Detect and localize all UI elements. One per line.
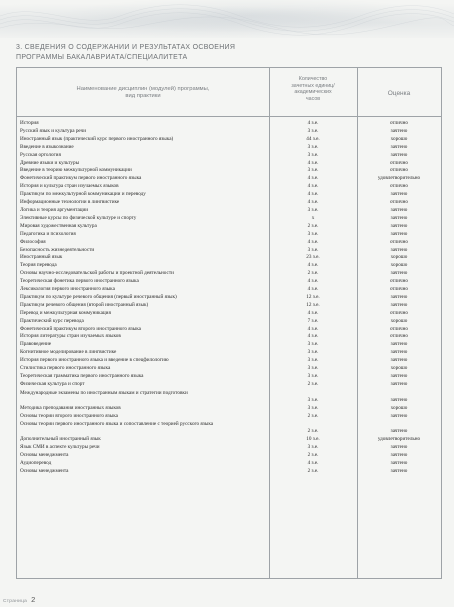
section-title — [16, 43, 436, 63]
discipline-name-cell: Методика преподавания иностранных языков — [20, 404, 121, 411]
table-row — [17, 152, 441, 160]
discipline-name-cell: Русская ортология — [20, 151, 61, 158]
credits-cell: 3 з.е. — [307, 167, 319, 174]
grade-cell: хорошо — [390, 135, 408, 142]
grade-cell: отлично — [389, 333, 408, 340]
grade-cell: зачтено — [390, 444, 408, 451]
discipline-name-cell: Стилистика первого иностранного языка — [20, 365, 111, 372]
grade-cell: зачтено — [390, 380, 408, 387]
discipline-name-cell: Практикум речевого общения (второй иностранный язык) — [20, 301, 149, 308]
grade-cell: удовлетворительно — [377, 436, 421, 443]
credits-cell: 2 з.е. — [307, 412, 319, 419]
grade-cell: отлично — [389, 120, 408, 126]
table-row — [17, 468, 441, 476]
table-row — [17, 239, 441, 247]
table-body — [17, 120, 441, 476]
table-row — [17, 310, 441, 318]
header-name-line1: Наименование дисциплин (модулей) программы, — [76, 86, 210, 92]
credits-cell: 4 з.е. — [307, 460, 319, 466]
guilloche-ornament — [0, 0, 454, 38]
discipline-name-cell: Фонетический практикум первого иностранного языка — [20, 175, 142, 182]
grade-cell: удовлетворительно — [377, 175, 421, 182]
discipline-name-cell: Язык СМИ в аспекте культуры речи — [20, 444, 100, 451]
discipline-name-cell: Иностранный язык (практический курс первого иностранного языка) — [20, 135, 174, 142]
grade-cell: отлично — [389, 199, 408, 206]
discipline-name-cell: Правоведение — [20, 341, 52, 348]
grade-cell: отлично — [389, 309, 408, 316]
credits-cell: 3 з.е. — [307, 349, 319, 356]
credits-cell: 3 з.е. — [307, 206, 319, 213]
grade-cell: зачтено — [390, 357, 408, 364]
credits-cell: 4 з.е. — [307, 120, 319, 126]
discipline-name-cell: Практикум по культуре речевого общения (первый иностранный язык) — [20, 293, 177, 300]
credits-cell: 3 з.е. — [307, 151, 319, 158]
grade-cell: зачтено — [390, 452, 408, 459]
table-header — [17, 68, 441, 117]
credits-cell: 4 з.е. — [307, 309, 319, 316]
grade-cell: зачтено — [390, 293, 408, 300]
grade-cell: хорошо — [390, 404, 408, 411]
table-row — [17, 420, 441, 436]
table-row — [17, 389, 441, 405]
credits-cell: 23 з.е. — [306, 254, 320, 261]
discipline-name-cell: Элективные курсы по физической культуре и спорту — [20, 214, 137, 221]
courses-table — [16, 67, 442, 579]
table-row — [17, 460, 441, 468]
header-discipline-name — [17, 86, 269, 100]
credits-cell: 4 з.е. — [307, 238, 319, 245]
grade-cell: зачтено — [390, 373, 408, 379]
table-row — [17, 262, 441, 270]
grade-cell: зачтено — [390, 151, 408, 158]
discipline-name-cell: Русский язык и культура речи — [20, 127, 86, 134]
credits-cell: 2 з.е. — [307, 270, 319, 277]
credits-cell: 10 з.е. — [306, 436, 320, 443]
discipline-name-cell: Основы теории второго иностранного языка — [20, 412, 118, 419]
grade-cell: отлично — [389, 167, 408, 174]
discipline-name-cell: Теоретическая фонетика первого иностранного языка — [20, 278, 139, 285]
page-label: Страница — [3, 599, 28, 604]
table-row — [17, 286, 441, 294]
grade-cell: отлично — [389, 238, 408, 245]
section-title-line1: 3. СВЕДЕНИЯ О СОДЕРЖАНИИ И РЕЗУЛЬТАТАХ ОСВОЕНИЯ — [16, 44, 236, 51]
discipline-name-cell: Педагогика и психология — [20, 230, 76, 237]
table-row — [17, 333, 441, 341]
table-row — [17, 160, 441, 168]
credits-cell: 3 з.е. — [307, 341, 319, 348]
credits-cell: 4 з.е. — [307, 262, 319, 269]
grade-cell: хорошо — [390, 365, 408, 372]
credits-cell: x — [311, 214, 315, 221]
table-row — [17, 183, 441, 191]
credits-cell: 2 з.е. — [307, 452, 319, 459]
credits-cell: 3 з.е. — [307, 127, 319, 134]
table-row — [17, 413, 441, 421]
grade-cell: зачтено — [390, 428, 408, 435]
grade-cell: хорошо — [390, 317, 408, 324]
table-row — [17, 326, 441, 334]
credits-cell: 3 з.е. — [307, 444, 319, 451]
header-credits-line4: часов — [305, 95, 321, 102]
credits-cell: 3 з.е. — [307, 357, 319, 364]
grade-cell: зачтено — [390, 396, 408, 403]
table-row — [17, 231, 441, 239]
table-row — [17, 318, 441, 326]
table-row — [17, 247, 441, 255]
credits-cell: 3 з.е. — [307, 404, 319, 411]
table-row — [17, 349, 441, 357]
table-row — [17, 365, 441, 373]
grade-cell: отлично — [389, 278, 408, 285]
credits-cell: 3 з.е. — [307, 365, 319, 372]
discipline-name-cell: Безопасность жизнедеятельности — [20, 246, 95, 253]
table-row — [17, 405, 441, 413]
credits-cell: 2 з.е. — [307, 467, 319, 474]
guilloche-header-pattern — [0, 0, 454, 38]
table-row — [17, 128, 441, 136]
page-number: 2 — [31, 595, 36, 604]
header-credits-line2: зачетных единиц/ — [291, 82, 335, 89]
discipline-name-cell: Лексикология первого иностранного языка — [20, 286, 115, 293]
table-row — [17, 191, 441, 199]
credits-cell: 4 з.е. — [307, 183, 319, 190]
discipline-name-cell: Перевод и межкультурная коммуникация — [20, 309, 111, 316]
discipline-name-cell: Практикум по межкультурной коммуникации и переводу — [20, 191, 146, 198]
table-row — [17, 270, 441, 278]
credits-cell: 4 з.е. — [307, 159, 319, 166]
credits-cell: 4 з.е. — [307, 325, 319, 332]
credits-cell: 3 з.е. — [307, 246, 319, 253]
credits-cell: 4 з.е. — [307, 175, 319, 182]
credits-cell: 2 з.е. — [307, 222, 319, 229]
discipline-name-cell: Информационные технологии в лингвистике — [20, 199, 120, 206]
table-row — [17, 302, 441, 310]
discipline-name-cell: История — [20, 120, 39, 126]
credits-cell: 4 з.е. — [307, 191, 319, 198]
credits-cell: 7 з.е. — [307, 317, 319, 324]
header-grade: Оценка — [387, 90, 411, 97]
discipline-name-cell: Когнитивное моделирование в лингвистике — [20, 349, 117, 356]
discipline-name-cell: Фонетический практикум второго иностранного языка — [20, 325, 141, 332]
table-row — [17, 357, 441, 365]
header-credits-line3: академических — [294, 89, 332, 95]
discipline-name-cell: История и культура стран изучаемых языков — [20, 183, 119, 190]
credits-cell: 2 з.е. — [307, 428, 319, 435]
table-row — [17, 373, 441, 381]
table-row — [17, 452, 441, 460]
discipline-name-cell: Физическая культура и спорт — [20, 380, 85, 387]
grade-cell: хорошо — [390, 254, 408, 261]
grade-cell: отлично — [389, 325, 408, 332]
table-row — [17, 215, 441, 223]
table-row — [17, 207, 441, 215]
discipline-name-cell: Основы научно-исследовательской работы и проектной деятельности — [20, 270, 174, 277]
discipline-name-cell: Теория перевода — [20, 262, 57, 269]
credits-cell: 12 з.е. — [306, 293, 320, 300]
discipline-name-cell: Мировая художественная культура — [20, 222, 97, 229]
credits-cell: 2 з.е. — [307, 380, 319, 387]
credits-cell: 12 з.е. — [306, 301, 320, 308]
discipline-name-cell: Основы менеджмента — [20, 467, 69, 474]
discipline-name-cell: Практический курс перевода — [20, 317, 84, 324]
section-title-line2: ПРОГРАММЫ БАКАЛАВРИАТА/СПЕЦИАЛИТЕТА — [16, 54, 188, 61]
grade-cell: зачтено — [390, 230, 408, 237]
discipline-name-cell: Основы менеджмента — [20, 452, 69, 459]
discipline-name-cell: Основы теории первого иностранного языка и сопоставление с теорией русского языка — [20, 421, 214, 428]
table-row — [17, 254, 441, 262]
credits-cell: 4 з.е. — [307, 199, 319, 206]
table-row — [17, 341, 441, 349]
grade-cell: зачтено — [390, 460, 408, 466]
grade-cell: зачтено — [390, 349, 408, 356]
grade-cell: зачтено — [390, 301, 408, 308]
discipline-name-cell: Аудиоперевод — [20, 460, 52, 466]
grade-cell: отлично — [389, 286, 408, 293]
discipline-name-cell: Международные экзамены по иностранным языкам и стратегии подготовки — [20, 389, 188, 396]
header-name-line2: вид практики — [125, 93, 161, 99]
discipline-name-cell: История литературы стран изучаемых языков — [20, 333, 121, 340]
credits-cell: 4 з.е. — [307, 278, 319, 285]
discipline-name-cell: Древние языки и культуры — [20, 159, 80, 166]
discipline-name-cell: Теоретическая грамматика первого иностранного языка — [20, 373, 144, 379]
grade-cell: зачтено — [390, 143, 408, 150]
grade-cell: хорошо — [390, 262, 408, 269]
grade-cell: зачтено — [390, 191, 408, 198]
grade-cell: отлично — [389, 159, 408, 166]
grade-cell: отлично — [389, 183, 408, 190]
credits-cell: 4 з.е. — [307, 333, 319, 340]
discipline-name-cell: Философия — [20, 238, 46, 245]
credits-cell: 4 з.е. — [307, 286, 319, 293]
table-row — [17, 144, 441, 152]
header-credits-line1: Количество — [298, 76, 328, 82]
table-row — [17, 381, 441, 389]
discipline-name-cell: История первого иностранного языка и введение в спецфилологию — [20, 357, 169, 364]
table-row — [17, 436, 441, 444]
credits-cell: 3 з.е. — [307, 373, 319, 379]
page-footer — [3, 589, 35, 607]
discipline-name-cell: Логика и теория аргументации — [20, 206, 89, 213]
table-row — [17, 120, 441, 128]
table-row — [17, 294, 441, 302]
table-row — [17, 223, 441, 231]
table-row — [17, 199, 441, 207]
table-row — [17, 167, 441, 175]
grade-cell: зачтено — [390, 214, 408, 221]
grade-cell: зачтено — [390, 341, 408, 348]
discipline-name-cell: Иностранный язык — [20, 254, 63, 261]
credits-cell: 3 з.е. — [307, 396, 319, 403]
grade-cell: зачтено — [390, 246, 408, 253]
grade-cell: зачтено — [390, 127, 408, 134]
grade-cell: зачтено — [390, 206, 408, 213]
grade-cell: зачтено — [390, 467, 408, 474]
discipline-name-cell: Введение в языкознание — [20, 143, 74, 150]
grade-cell: зачтено — [390, 270, 408, 277]
discipline-name-cell: Дополнительный иностранный язык — [20, 436, 101, 443]
grade-cell: зачтено — [390, 412, 408, 419]
grade-cell: зачтено — [390, 222, 408, 229]
discipline-name-cell: Введение в теорию межкультурной коммуникации — [20, 167, 132, 174]
credits-cell: 3 з.е. — [307, 230, 319, 237]
credits-cell: 44 з.е. — [306, 135, 320, 142]
credits-cell: 3 з.е. — [307, 143, 319, 150]
table-row — [17, 278, 441, 286]
table-row — [17, 444, 441, 452]
table-row — [17, 175, 441, 183]
header-credits — [269, 76, 357, 102]
table-row — [17, 136, 441, 144]
